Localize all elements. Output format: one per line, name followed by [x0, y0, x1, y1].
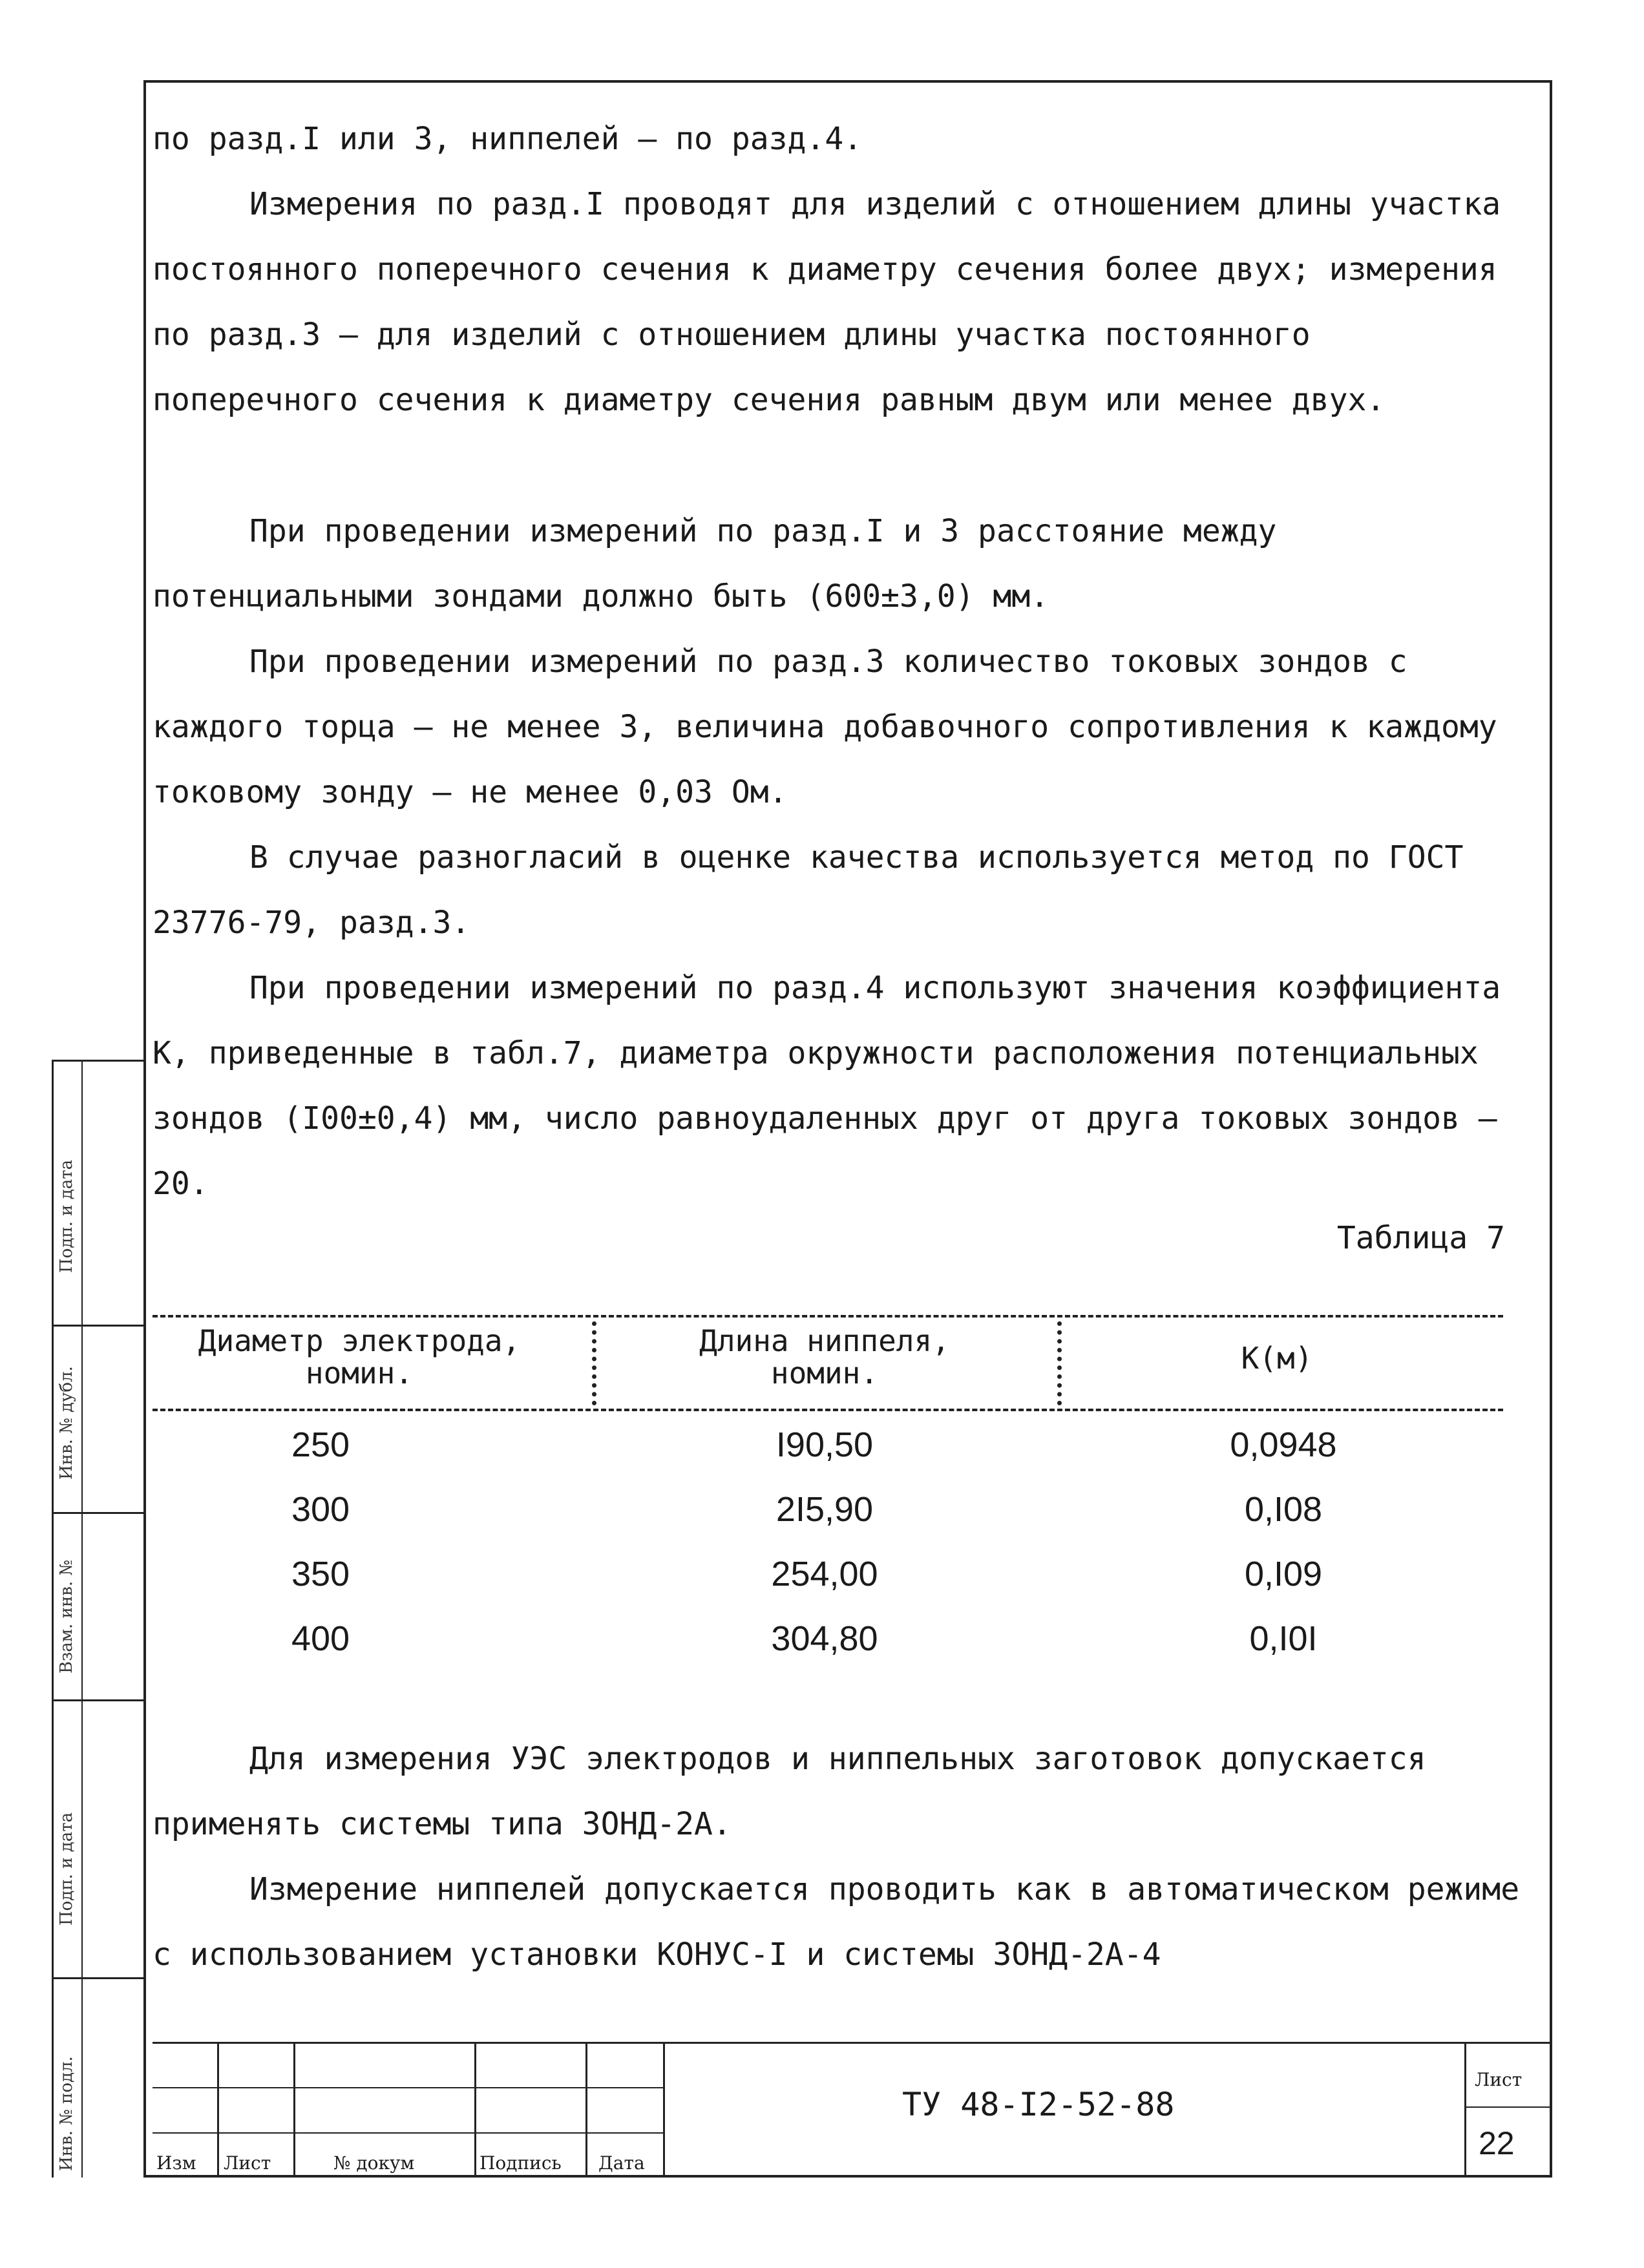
header-separator [592, 1321, 596, 1405]
title-col-sheet: Лист [224, 2152, 271, 2174]
title-col-doc-number: № докум [333, 2152, 415, 2174]
page-frame-top [143, 80, 1552, 83]
title-col-signature: Подпись [480, 2152, 562, 2174]
table-header-k: К(м) [1241, 1341, 1313, 1376]
title-block [153, 2042, 1552, 2175]
table-row [153, 1489, 1503, 1554]
paragraph-1: по разд.I или 3, ниппелей – по разд.4. [153, 121, 863, 157]
table-cell: 0,0948 [1230, 1425, 1337, 1464]
title-col-date: Дата [598, 2152, 645, 2174]
table-cell: 2I5,90 [775, 1490, 874, 1529]
table-cell: 350 [291, 1555, 350, 1593]
table-row [153, 1425, 1503, 1489]
table-cell: I90,50 [775, 1425, 874, 1464]
table-header-rule [153, 1409, 1503, 1411]
paragraph-4: При проведении измерений по разд.3 количество токовых зондов с каждого торца – не менее 3, величина добавочного сопротивления к каждому токовому зонду – не менее 0,03 Ом. [153, 644, 1497, 810]
margin-label-dup-inv: Инв. № дубл. [57, 1366, 76, 1480]
paragraph-3: При проведении измерений по разд.I и 3 расстояние между потенциальными зондами должно быть (600±3,0) мм. [153, 513, 1277, 614]
margin-label-orig-inv: Инв. № подл. [57, 2056, 76, 2171]
margin-stamp-column [26, 1060, 143, 2178]
document-code: ТУ 48-I2-52-88 [902, 2086, 1175, 2123]
table-cell: 254,00 [771, 1555, 878, 1593]
page-frame-bottom [143, 2175, 1552, 2178]
title-col-change: Изм [156, 2152, 196, 2174]
table-cell: 400 [291, 1619, 350, 1658]
paragraph-2: Измерения по разд.I проводят для изделий с отношением длины участка постоянного поперечного сечения к диаметру сечения более двух; измерения по разд.3 – для изделий с отношением длины участка постоянного поперечного сечения к диаметру сечения равным двум или менее двух. [153, 186, 1501, 418]
paragraph-6: При проведении измерений по разд.4 используют значения коэффициента К, приведенные в табл.7, диаметра окружности расположения потенциальных зондов (I00±0,4) мм, число равноудаленных друг от друга токовых зондов – 20. [153, 970, 1501, 1202]
paragraph-5: В случае разногласий в оценке качества используется метод по ГОСТ 23776-79, разд.3. [153, 839, 1464, 941]
table-cell: 0,I08 [1244, 1490, 1323, 1529]
table-cell: 0,I0I [1249, 1619, 1318, 1658]
header-separator [1057, 1321, 1062, 1405]
margin-label-sign-date: Подп. и дата [57, 1159, 76, 1273]
table-top-rule [153, 1315, 1503, 1318]
table-header-diameter: Диаметр электрода, номин. [198, 1323, 521, 1391]
table-row [153, 1554, 1503, 1619]
table-caption: Таблица 7 [1336, 1220, 1505, 1256]
table-header-length: Длина ниппеля, номин. [699, 1323, 950, 1391]
margin-label-replace-inv: Взам. инв. № [57, 1560, 76, 1674]
page-frame-right [1550, 80, 1552, 2177]
sheet-label: Лист [1475, 2069, 1523, 2090]
paragraph-8: Измерение ниппелей допускается проводить как в автоматическом режиме с использованием установки КОНУС-I и системы ЗОНД-2А-4 [153, 1871, 1520, 1973]
table-cell: 0,I09 [1244, 1555, 1323, 1593]
table-cell: 304,80 [771, 1619, 878, 1658]
table-cell: 250 [291, 1425, 350, 1464]
margin-label-sign-date-2: Подп. и дата [57, 1812, 76, 1926]
table-row [153, 1619, 1503, 1683]
paragraph-7: Для измерения УЭС электродов и ниппельных заготовок допускается применять системы типа ЗОНД-2А. [153, 1741, 1426, 1842]
page-frame-left [143, 80, 146, 2177]
table-cell: 300 [291, 1490, 350, 1529]
sheet-number: 22 [1479, 2125, 1515, 2161]
